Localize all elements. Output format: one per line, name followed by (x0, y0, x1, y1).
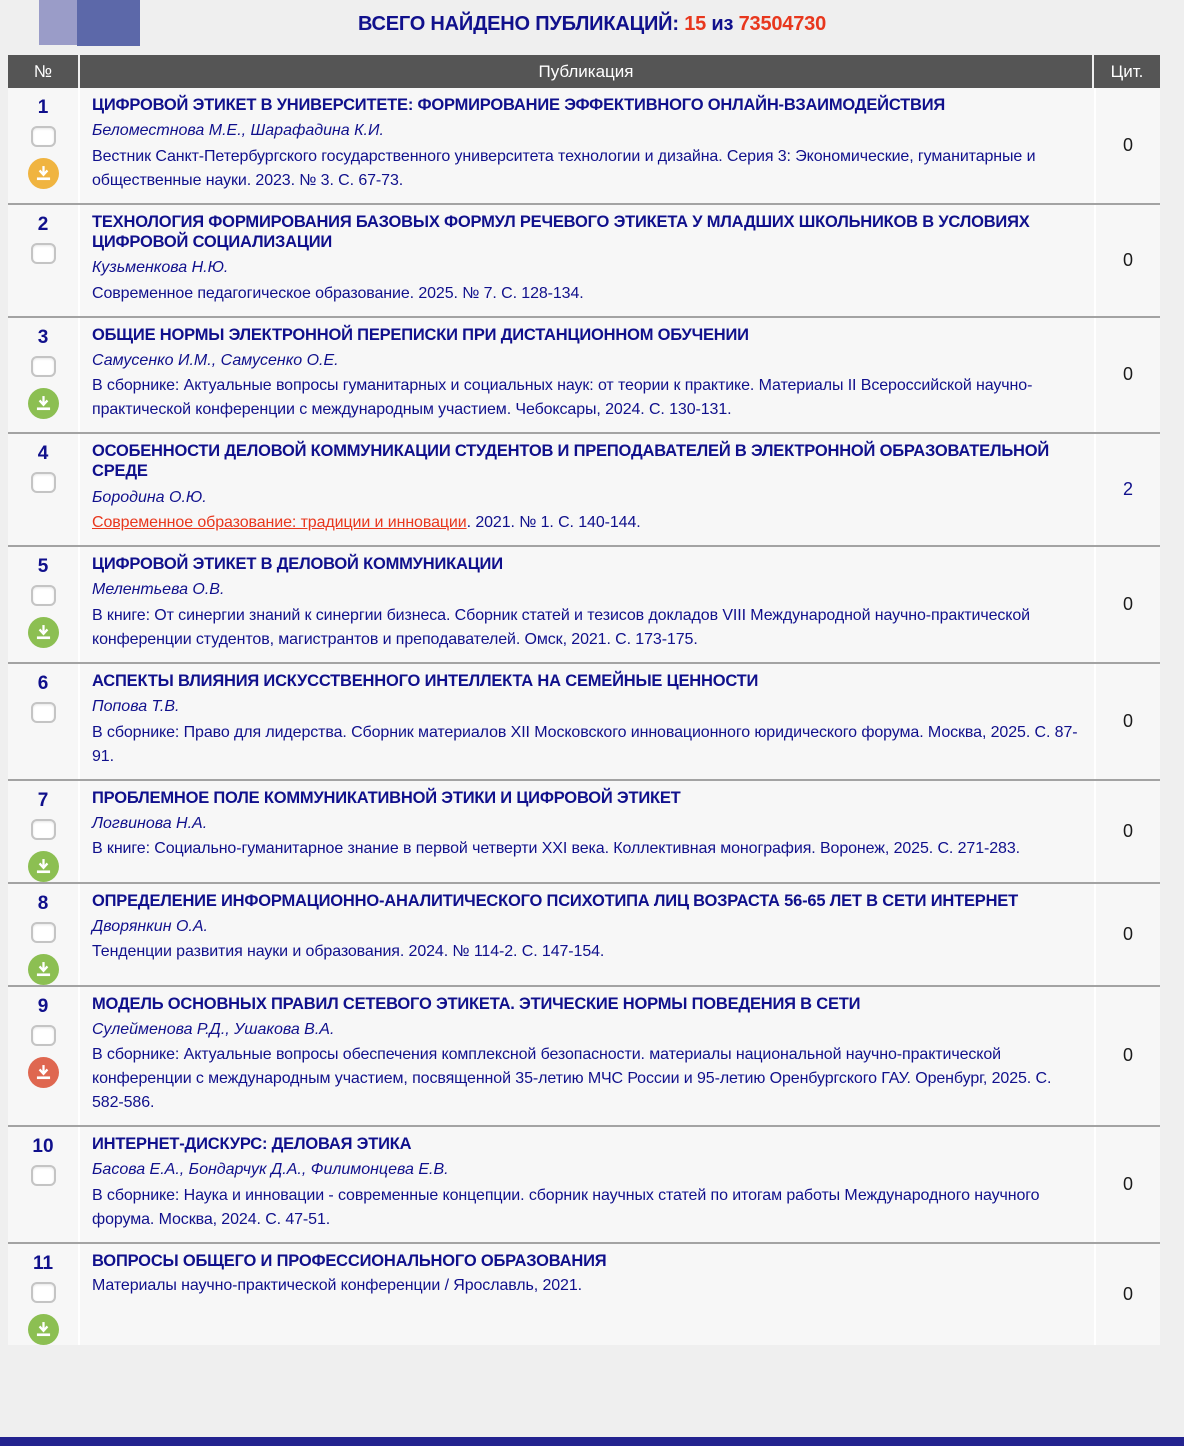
publication-cell (80, 318, 1096, 433)
top-bar (0, 0, 1184, 55)
row-number: 3 (37, 326, 49, 348)
results-summary (0, 0, 1184, 36)
publication-title[interactable]: ОБЩИЕ НОРМЫ ЭЛЕКТРОННОЙ ПЕРЕПИСКИ ПРИ ДИСТАНЦИОННОМ ОБУЧЕНИИ (92, 325, 749, 344)
row-checkbox[interactable] (31, 472, 56, 493)
row-checkbox[interactable] (31, 585, 56, 606)
publication-title[interactable]: ИНТЕРНЕТ-ДИСКУРС: ДЕЛОВАЯ ЭТИКА (92, 1135, 412, 1154)
publication-source (92, 511, 1078, 535)
row-checkbox[interactable] (31, 702, 56, 723)
publication-cell (80, 781, 1096, 882)
row-left-cell (8, 1244, 80, 1345)
publication-cell (80, 1244, 1096, 1345)
publication-cell (80, 1127, 1096, 1242)
publication-authors: Дворянкин О.А. (92, 917, 208, 935)
column-header-citations: Цит. (1110, 61, 1144, 81)
row-number: 2 (37, 213, 49, 235)
table-row (8, 985, 1160, 1126)
citation-cell (1096, 884, 1160, 985)
citation-count: 0 (1122, 134, 1133, 155)
row-checkbox[interactable] (31, 356, 56, 377)
publication-title[interactable]: ЦИФРОВОЙ ЭТИКЕТ В УНИВЕРСИТЕТЕ: ФОРМИРОВАНИЕ ЭФФЕКТИВНОГО ОНЛАЙН-ВЗАИМОДЕЙСТВИЯ (92, 96, 946, 114)
citation-cell (1096, 781, 1160, 882)
green-download-icon[interactable] (28, 617, 59, 648)
source-text: Материалы научно-практической конференции / Ярославль, 2021. (92, 1277, 582, 1295)
publication-source (92, 604, 1078, 652)
citation-count[interactable]: 2 (1122, 479, 1133, 500)
publication-source (92, 145, 1078, 193)
publication-title[interactable]: ПРОБЛЕМНОЕ ПОЛЕ КОММУНИКАТИВНОЙ ЭТИКИ И ЦИФРОВОЙ ЭТИКЕТ (92, 788, 681, 807)
row-left-cell (8, 781, 80, 882)
row-left-cell (8, 318, 80, 433)
publication-cell (80, 434, 1096, 545)
row-left-cell (8, 987, 80, 1126)
row-number: 6 (37, 672, 49, 694)
publication-cell (80, 88, 1096, 203)
source-text: . 2021. № 1. С. 140-144. (466, 514, 641, 532)
source-journal-link[interactable]: Современное образование: традиции и инновации (92, 514, 467, 532)
publication-title[interactable]: ТЕХНОЛОГИЯ ФОРМИРОВАНИЯ БАЗОВЫХ ФОРМУЛ РЕЧЕВОГО ЭТИКЕТА У МЛАДШИХ ШКОЛЬНИКОВ В УСЛОВИЯХ ЦИФРОВОЙ СОЦИАЛИЗАЦИИ (92, 212, 1030, 251)
citation-cell (1096, 547, 1160, 662)
citation-cell (1096, 664, 1160, 779)
publication-cell (80, 987, 1096, 1126)
orange-download-icon[interactable] (28, 158, 59, 189)
publication-title[interactable]: ЦИФРОВОЙ ЭТИКЕТ В ДЕЛОВОЙ КОММУНИКАЦИИ (92, 555, 503, 574)
citation-count: 0 (1122, 1284, 1133, 1304)
column-header-number: № (8, 55, 80, 88)
row-number: 11 (32, 1253, 54, 1274)
publication-authors: Бородина О.Ю. (92, 488, 207, 506)
citation-cell (1096, 987, 1160, 1126)
publication-title[interactable]: ОСОБЕННОСТИ ДЕЛОВОЙ КОММУНИКАЦИИ СТУДЕНТОВ И ПРЕПОДАВАТЕЛЕЙ В ЭЛЕКТРОННОЙ ОБРАЗОВАТЕЛЬНОЙ СРЕДЕ (92, 442, 1050, 481)
table-header (8, 55, 1160, 88)
row-checkbox[interactable] (31, 819, 56, 840)
publication-authors: Мелентьева О.В. (92, 581, 225, 599)
row-left-cell (8, 664, 80, 779)
citation-cell (1096, 88, 1160, 203)
publication-source (92, 282, 1078, 306)
green-download-icon[interactable] (28, 1314, 59, 1345)
row-left-cell (8, 88, 80, 203)
citation-cell (1096, 205, 1160, 316)
publication-cell (80, 205, 1096, 316)
citation-count: 0 (1122, 249, 1133, 270)
results-total-count: 73504730 (738, 13, 826, 35)
source-text: В сборнике: Актуальные вопросы гуманитарных и социальных наук: от теории к практике. Материалы II Всероссийской научно-практической конференции с международным участием. Чебоксары, 2024. С. 130-131. (92, 377, 1033, 419)
source-text: В сборнике: Право для лидерства. Сборник материалов XII Московского инновационного юридического форума. Москва, 2025. С. 87-91. (92, 723, 1078, 765)
publication-cell (80, 547, 1096, 662)
row-number: 5 (37, 556, 49, 578)
publication-title[interactable]: ОПРЕДЕЛЕНИЕ ИНФОРМАЦИОННО-АНАЛИТИЧЕСКОГО ПСИХОТИПА ЛИЦ ВОЗРАСТА 56-65 ЛЕТ В СЕТИ ИНТЕРНЕТ (92, 891, 1018, 910)
citation-cell (1096, 1127, 1160, 1242)
publication-title[interactable]: АСПЕКТЫ ВЛИЯНИЯ ИСКУССТВЕННОГО ИНТЕЛЛЕКТА НА СЕМЕЙНЫЕ ЦЕННОСТИ (92, 671, 759, 690)
green-download-icon[interactable] (28, 851, 59, 882)
publication-authors: Самусенко И.М., Самусенко О.Е. (92, 351, 339, 369)
row-checkbox[interactable] (31, 126, 56, 147)
logo-square-light (39, 0, 77, 45)
table-row (8, 545, 1160, 662)
results-found-count: 15 (684, 13, 707, 35)
source-text: Современное педагогическое образование. 2025. № 7. С. 128-134. (92, 284, 584, 302)
publication-source (92, 837, 1078, 861)
source-text: Тенденции развития науки и образования. 2024. № 114-2. С. 147-154. (92, 943, 605, 961)
row-left-cell (8, 1127, 80, 1242)
publication-authors: Попова Т.В. (92, 697, 180, 715)
citation-count: 0 (1122, 820, 1133, 841)
citation-count: 0 (1122, 593, 1133, 614)
publication-authors: Кузьменкова Н.Ю. (92, 258, 229, 276)
table-body (8, 88, 1160, 1345)
row-number: 1 (37, 97, 49, 118)
table-row (8, 432, 1160, 545)
row-number: 9 (37, 995, 49, 1017)
publication-source (92, 721, 1078, 769)
publications-table (8, 55, 1160, 1345)
table-row (8, 779, 1160, 882)
source-text: В сборнике: Актуальные вопросы обеспечения комплексной безопасности. материалы национальной научно-практической конференции с международным участием, посвященной 35-летию МЧС России и 95-летию Оренбургского ГАУ. Оренбург, 2025. С. 582-586. (92, 1046, 1052, 1112)
row-checkbox[interactable] (31, 1282, 56, 1303)
row-checkbox[interactable] (31, 922, 56, 943)
source-text: В книге: От синергии знаний к синергии бизнеса. Сборник статей и тезисов докладов VIII Международной научно-практической конференции студентов, магистрантов и преподавателей. Омск, 2021. С. 173-175. (92, 606, 1030, 648)
publication-title[interactable]: ВОПРОСЫ ОБЩЕГО И ПРОФЕССИОНАЛЬНОГО ОБРАЗОВАНИЯ (92, 1252, 607, 1270)
results-summary-label: ВСЕГО НАЙДЕНО ПУБЛИКАЦИЙ: (357, 13, 679, 35)
results-of-word: из (711, 13, 734, 35)
citation-cell (1096, 1244, 1160, 1345)
table-row (8, 1125, 1160, 1242)
source-text: В книге: Социально-гуманитарное знание в первой четверти XXI века. Коллективная монография. Воронеж, 2025. С. 271-283. (92, 840, 1020, 858)
citation-count: 0 (1122, 1174, 1133, 1195)
row-left-cell (8, 205, 80, 316)
publication-source (92, 374, 1078, 422)
row-number: 10 (32, 1136, 54, 1158)
table-row (8, 316, 1160, 433)
publication-source (92, 1274, 1078, 1298)
green-download-icon[interactable] (28, 388, 59, 419)
citation-cell (1096, 434, 1160, 545)
row-number: 4 (37, 443, 49, 465)
source-text: Вестник Санкт-Петербургского государственного университета технологии и дизайна. Серия 3: Экономические, гуманитарные и общественные науки. 2023. № 3. С. 67-73. (92, 147, 1036, 189)
column-header-publication: Публикация (80, 55, 1094, 88)
publication-cell (80, 664, 1096, 779)
row-number: 8 (37, 892, 49, 914)
publication-authors: Логвинова Н.А. (92, 814, 208, 832)
row-checkbox[interactable] (31, 1165, 56, 1186)
publication-authors: Басова Е.А., Бондарчук Д.А., Филимонцева Е.В. (92, 1161, 449, 1179)
footer-bar (0, 1437, 1184, 1446)
publication-cell (80, 884, 1096, 985)
row-left-cell (8, 434, 80, 545)
row-number: 7 (37, 789, 49, 811)
table-row (8, 1242, 1160, 1345)
publication-source (92, 1043, 1078, 1115)
citation-count: 0 (1122, 364, 1133, 385)
citation-count: 0 (1122, 923, 1133, 944)
row-left-cell (8, 884, 80, 985)
table-row (8, 88, 1160, 203)
publication-authors: Сулейменова Р.Д., Ушакова В.А. (92, 1020, 335, 1038)
table-row (8, 203, 1160, 316)
source-text: В сборнике: Наука и инновации - современные концепции. сборник научных статей по итогам работы Международного научного форума. Москва, 2024. С. 47-51. (92, 1187, 1040, 1228)
logo-square-dark (77, 0, 140, 46)
citation-count: 0 (1122, 1045, 1133, 1066)
publication-authors: Беломестнова М.Е., Шарафадина К.И. (92, 122, 384, 140)
row-checkbox[interactable] (31, 1025, 56, 1046)
red-download-icon[interactable] (28, 1057, 59, 1088)
publication-source (92, 940, 1078, 964)
citation-count: 0 (1122, 710, 1133, 731)
citation-cell (1096, 318, 1160, 433)
green-download-icon[interactable] (28, 954, 59, 985)
table-row (8, 882, 1160, 985)
publication-source (92, 1184, 1078, 1232)
row-left-cell (8, 547, 80, 662)
row-checkbox[interactable] (31, 243, 56, 264)
publication-title[interactable]: МОДЕЛЬ ОСНОВНЫХ ПРАВИЛ СЕТЕВОГО ЭТИКЕТА. ЭТИЧЕСКИЕ НОРМЫ ПОВЕДЕНИЯ В СЕТИ (92, 994, 861, 1013)
table-row (8, 662, 1160, 779)
